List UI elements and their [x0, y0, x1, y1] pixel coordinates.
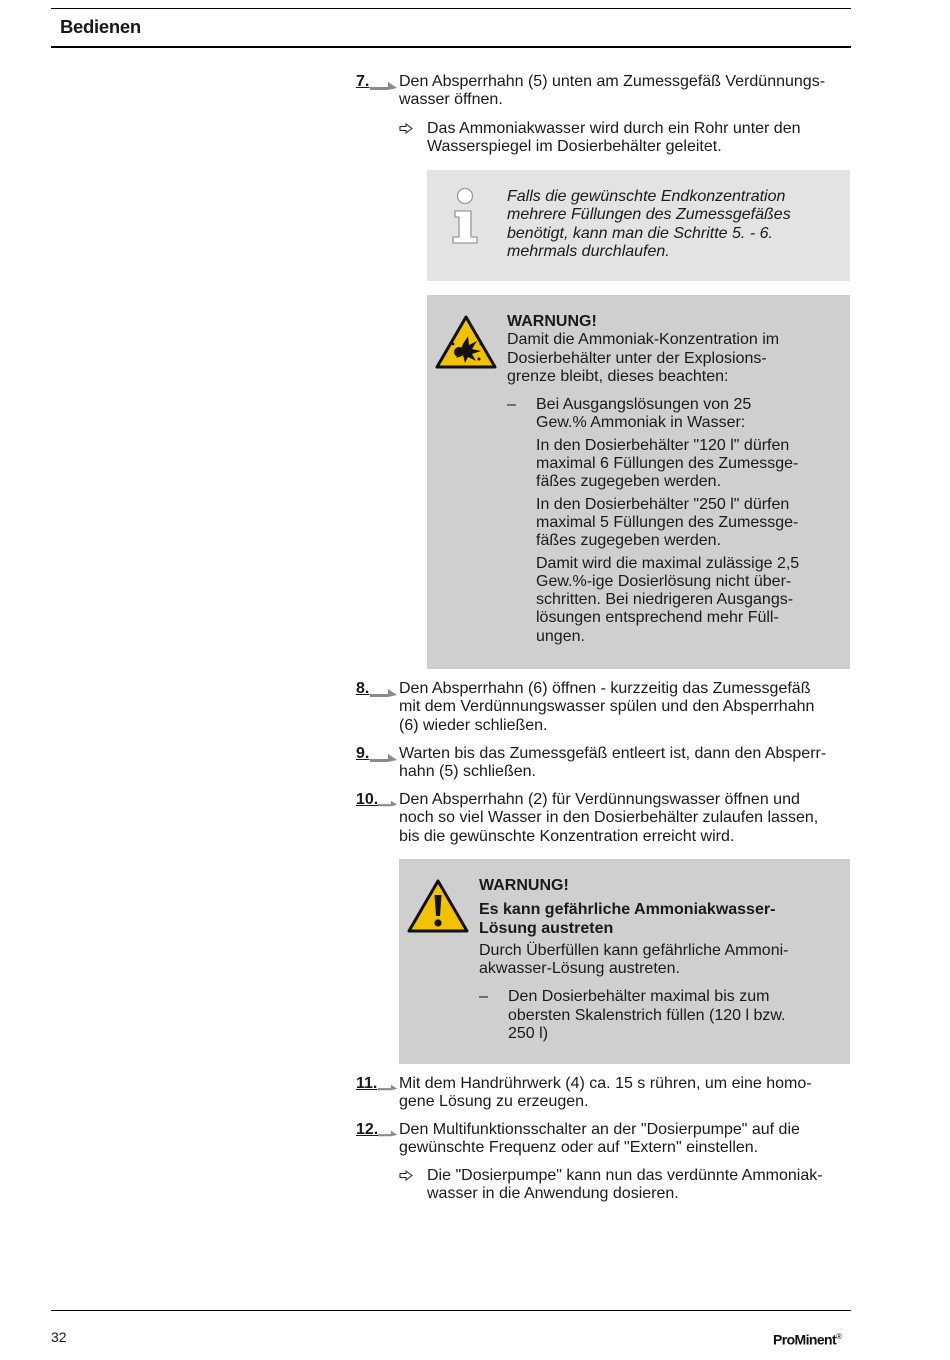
- step-7-result: Das Ammoniakwasser wird durch ein Rohr unter den Wasserspiegel im Dosierbehälter geleitet.: [399, 120, 849, 157]
- step-text: Den Absperrhahn (5) unten am Zumessgefäß Verdünnungs- wasser öffnen.: [399, 73, 826, 109]
- dash-bullet: –: [507, 396, 516, 414]
- step-text: Den Absperrhahn (6) öffnen - kurzzeitig das Zumessgefäß mit dem Verdünnungswasser spülen und den Absperrhahn (6) wieder schließen.: [399, 680, 815, 734]
- warning-list-item: – Bei Ausgangslösungen von 25 Gew.% Ammoniak in Wasser: In den Dosierbehälter "120 l" dürfen maximal 6 Füllungen des Zumessge- fäßes zugegeben werden. In den Dosierbehälter "250 l" dürfen maximal 5 Füllungen des Zumessge- fäßes zugegeben werden. Damit wird die maximal zulässige 2,5 Gew.%-ige Dosierlösung nicht über- schritten. Bei niedrigeren Ausgangs- lösungen entsprechend mehr Füll- ungen.: [507, 396, 832, 646]
- step-number: 10.: [356, 791, 379, 808]
- dash-bullet: –: [479, 988, 488, 1006]
- warning-1-content: [507, 313, 832, 646]
- step-arrow-icon: [370, 685, 398, 697]
- step-number: 9.: [356, 745, 370, 762]
- step-arrow-icon: [370, 78, 398, 90]
- step-text: Mit dem Handrührwerk (4) ca. 15 s rühren, um eine homo- gene Lösung zu erzeugen.: [399, 1075, 812, 1111]
- info-note-text: Falls die gewünschte Endkonzentration mehrere Füllungen des Zumessgefäßes benötigt, kann man die Schritte 5. - 6. mehrmals durchlaufen.: [507, 188, 791, 260]
- footer-rule: [51, 1310, 851, 1311]
- step-number: 8.: [356, 680, 370, 697]
- step-text: Den Absperrhahn (2) für Verdünnungswasser öffnen und noch so viel Wasser in den Dosierbehälter zulaufen lassen, bis die gewünschte Konzentration erreicht wird.: [399, 791, 819, 845]
- warning-title: WARNUNG!: [479, 877, 569, 894]
- step-number: 12.: [356, 1121, 379, 1138]
- warning-box-overflow: [399, 859, 850, 1064]
- header-top-rule: [51, 8, 851, 9]
- warning-2-content: [479, 877, 819, 1043]
- result-arrow-icon: [399, 1170, 413, 1181]
- page-header-title: Bedienen: [60, 16, 141, 37]
- explosion-warning-icon: [435, 314, 497, 370]
- step-arrow-icon: [378, 1080, 398, 1092]
- warning-list-item: – Den Dosierbehälter maximal bis zum obersten Skalenstrich füllen (120 l bzw. 250 l): [479, 988, 786, 1043]
- warning-intro: Damit die Ammoniak-Konzentration im Dosierbehälter unter der Explosions- grenze bleibt, dieses beachten:: [507, 331, 780, 385]
- step-7: [356, 73, 851, 110]
- step-11: [356, 1075, 851, 1112]
- step-10: [356, 791, 851, 846]
- header-bottom-rule: [51, 46, 851, 48]
- step-number: 11.: [356, 1075, 378, 1092]
- step-12: [356, 1121, 851, 1158]
- warning-subtitle: Es kann gefährliche Ammoniakwasser- Lösung austreten: [479, 901, 776, 937]
- page-number: 32: [51, 1329, 67, 1345]
- result-arrow-icon: [399, 123, 413, 134]
- warning-paragraph-limit: Damit wird die maximal zulässige 2,5 Gew.%-ige Dosierlösung nicht über- schritten. Bei niedrigeren Ausgangs- lösungen entsprechend mehr Füll- ungen.: [536, 554, 800, 645]
- step-text: Warten bis das Zumessgefäß entleert ist, dann den Absperr- hahn (5) schließen.: [399, 745, 827, 781]
- step-arrow-icon: [378, 1126, 398, 1138]
- step-8: [356, 680, 851, 735]
- step-text: Den Multifunktionsschalter an der "Dosierpumpe" auf die gewünschte Frequenz oder auf "Extern" einstellen.: [399, 1121, 800, 1157]
- warning-paragraph-250l: In den Dosierbehälter "250 l" dürfen maximal 5 Füllungen des Zumessge- fäßes zugegeben werden.: [536, 495, 799, 550]
- brand-logo: ProMinent®: [773, 1331, 842, 1348]
- step-9: [356, 745, 851, 782]
- step-arrow-icon: [370, 750, 398, 762]
- warning-title: WARNUNG!: [507, 313, 597, 330]
- info-note-box: [427, 170, 850, 281]
- warning-body: Durch Überfüllen kann gefährliche Ammoni- akwasser-Lösung austreten.: [479, 941, 789, 978]
- warning-box-explosion: [427, 295, 850, 669]
- step-12-result: Die "Dosierpumpe" kann nun das verdünnte Ammoniak- wasser in die Anwendung dosieren.: [399, 1167, 849, 1204]
- step-arrow-icon: [378, 796, 398, 808]
- warning-paragraph-120l: In den Dosierbehälter "120 l" dürfen maximal 6 Füllungen des Zumessge- fäßes zugegeben werden.: [536, 436, 799, 491]
- exclamation-warning-icon: [407, 878, 469, 934]
- info-icon: [451, 187, 485, 245]
- step-number: 7.: [356, 73, 370, 90]
